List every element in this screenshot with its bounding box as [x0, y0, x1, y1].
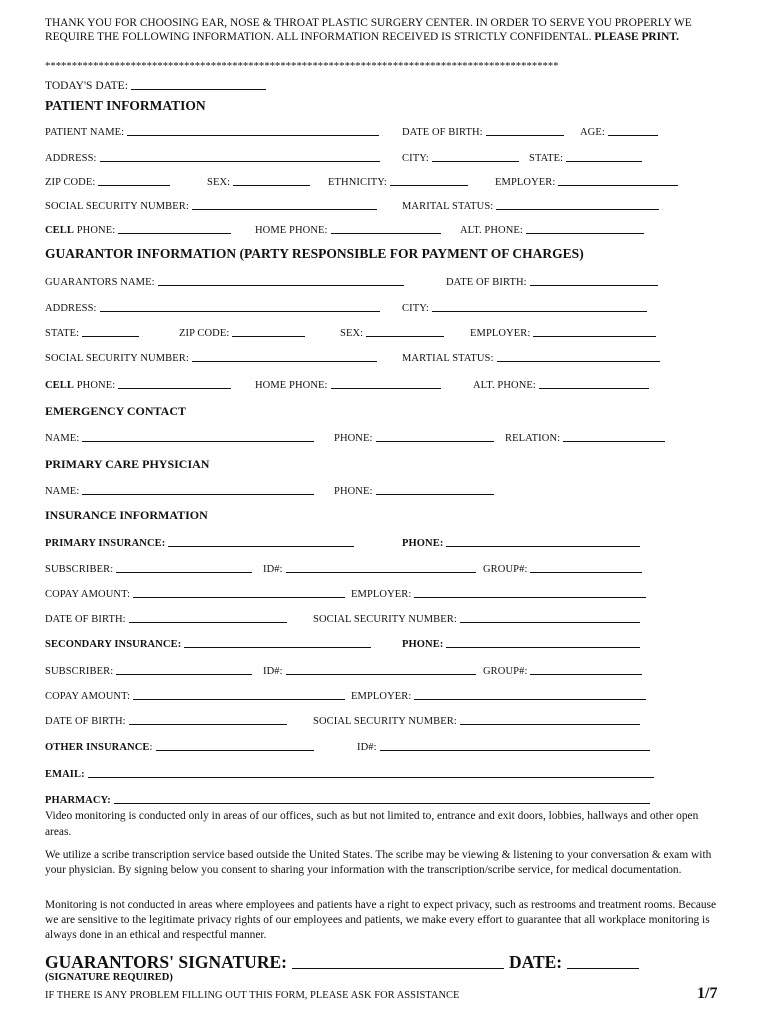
patient-cell-input[interactable] — [118, 221, 231, 234]
patient-ethnicity-input[interactable] — [390, 173, 468, 186]
physician-phone-label: PHONE: — [334, 486, 373, 497]
primary-subscriber-label: SUBSCRIBER: — [45, 564, 114, 575]
guarantor-marital-label: MARTIAL STATUS: — [402, 353, 494, 364]
primary-dob-label: DATE OF BIRTH: — [45, 614, 126, 625]
guarantor-marital-input[interactable] — [497, 349, 660, 362]
primary-dob-input[interactable] — [129, 610, 287, 623]
patient-ssn-label: SOCIAL SECURITY NUMBER: — [45, 201, 189, 212]
emergency-relation-label: RELATION: — [505, 433, 561, 444]
secondary-insurance-input[interactable] — [184, 635, 371, 648]
signature-line[interactable] — [292, 967, 504, 969]
primary-phone-input[interactable] — [446, 534, 640, 547]
patient-state-label: STATE: — [529, 153, 564, 164]
patient-dob-label: DATE OF BIRTH: — [402, 127, 483, 138]
patient-home-phone-label: HOME PHONE: — [255, 225, 328, 236]
guarantor-state-label: STATE: — [45, 328, 80, 339]
physician-phone-input[interactable] — [376, 482, 494, 495]
signature-required-note: (SIGNATURE REQUIRED) — [45, 972, 173, 983]
guarantor-home-phone-input[interactable] — [331, 376, 441, 389]
secondary-id-input[interactable] — [286, 662, 476, 675]
emergency-phone-label: PHONE: — [334, 433, 373, 444]
patient-employer-label: EMPLOYER: — [495, 177, 556, 188]
patient-employer-input[interactable] — [558, 173, 678, 186]
page-number: 1/7 — [697, 985, 718, 1002]
guarantor-address-label: ADDRESS: — [45, 303, 97, 314]
emergency-heading: EMERGENCY CONTACT — [45, 404, 187, 418]
primary-copay-label: COPAY AMOUNT: — [45, 589, 131, 600]
patient-heading: PATIENT INFORMATION — [45, 98, 206, 113]
primary-id-input[interactable] — [286, 560, 476, 573]
primary-subscriber-input[interactable] — [116, 560, 252, 573]
guarantor-dob-input[interactable] — [530, 273, 658, 286]
other-insurance-label: OTHER INSURANCE: — [45, 742, 153, 753]
todays-date-input[interactable] — [131, 77, 266, 90]
patient-city-label: CITY: — [402, 153, 429, 164]
guarantor-city-input[interactable] — [432, 299, 647, 312]
patient-name-input[interactable] — [127, 123, 379, 136]
primary-group-label: GROUP#: — [483, 564, 528, 575]
monitoring-notice: Monitoring is not conducted in areas where employees and patients have a right to expect privacy, such as restrooms and treatment rooms. Because we are sensitive to the legitimate privacy rights of our employees and patients, we make every effort to guarantee that all workplace monitoring is always done in an ethical and respectful manner. — [45, 899, 717, 941]
secondary-dob-input[interactable] — [129, 712, 287, 725]
patient-zip-label: ZIP CODE: — [45, 177, 96, 188]
primary-insurance-input[interactable] — [168, 534, 354, 547]
other-insurance-input[interactable] — [156, 738, 314, 751]
patient-ethnicity-label: ETHNICITY: — [328, 177, 387, 188]
patient-state-input[interactable] — [566, 149, 642, 162]
patient-ssn-input[interactable] — [192, 197, 377, 210]
guarantor-ssn-input[interactable] — [192, 349, 377, 362]
emergency-phone-input[interactable] — [376, 429, 494, 442]
patient-cell-label: CELL PHONE: — [45, 225, 116, 236]
guarantor-alt-phone-label: ALT. PHONE: — [473, 380, 536, 391]
guarantor-zip-label: ZIP CODE: — [179, 328, 230, 339]
patient-alt-phone-input[interactable] — [526, 221, 644, 234]
guarantor-alt-phone-input[interactable] — [539, 376, 649, 389]
insurance-heading: INSURANCE INFORMATION — [45, 508, 208, 522]
primary-phone-label: PHONE: — [402, 538, 444, 549]
footer-note: IF THERE IS ANY PROBLEM FILLING OUT THIS FORM, PLEASE ASK FOR ASSISTANCE — [45, 990, 460, 1001]
pharmacy-input[interactable] — [114, 791, 650, 804]
patient-sex-input[interactable] — [233, 173, 310, 186]
patient-home-phone-input[interactable] — [331, 221, 441, 234]
secondary-dob-label: DATE OF BIRTH: — [45, 716, 126, 727]
email-label: EMAIL: — [45, 769, 85, 780]
guarantor-address-input[interactable] — [100, 299, 380, 312]
signature-date-label: DATE: — [508, 952, 563, 972]
guarantor-sex-label: SEX: — [340, 328, 364, 339]
intro-text: THANK YOU FOR CHOOSING EAR, NOSE & THROAT PLASTIC SURGERY CENTER. IN ORDER TO SERVE YOU PROPERLY WE REQUIRE THE FOLLOWING INFORMATION. ALL INFORMATION RECEIVED IS STRICTLY CONFIDENTAL. PLEASE PRINT. — [45, 17, 692, 43]
signature-row — [45, 952, 644, 973]
primary-id-label: ID#: — [263, 564, 283, 575]
scribe-notice: We utilize a scribe transcription service based outside the United States. The scribe may be viewing & listening to your conversation & exam with your physician. By signing below you consent to sharing your information with the transcription/scribe service, for medical documentation. — [45, 849, 712, 876]
pharmacy-label: PHARMACY: — [45, 795, 111, 806]
patient-zip-input[interactable] — [98, 173, 170, 186]
guarantor-name-input[interactable] — [158, 273, 404, 286]
patient-name-label: PATIENT NAME: — [45, 127, 125, 138]
guarantor-heading: GUARANTOR INFORMATION (PARTY RESPONSIBLE FOR PAYMENT OF CHARGES) — [45, 246, 584, 261]
patient-age-input[interactable] — [608, 123, 658, 136]
guarantor-zip-input[interactable] — [232, 324, 305, 337]
secondary-phone-input[interactable] — [446, 635, 640, 648]
emergency-name-label: NAME: — [45, 433, 80, 444]
other-id-input[interactable] — [380, 738, 650, 751]
primary-employer-input[interactable] — [414, 585, 646, 598]
guarantor-city-label: CITY: — [402, 303, 429, 314]
secondary-id-label: ID#: — [263, 666, 283, 677]
secondary-group-input[interactable] — [530, 662, 642, 675]
email-input[interactable] — [88, 765, 654, 778]
primary-insurance-label: PRIMARY INSURANCE: — [45, 538, 166, 549]
signature-label: GUARANTORS' SIGNATURE: — [45, 952, 287, 972]
patient-dob-input[interactable] — [486, 123, 564, 136]
primary-ssn-input[interactable] — [460, 610, 640, 623]
please-print: PLEASE PRINT — [594, 30, 677, 43]
emergency-relation-input[interactable] — [563, 429, 665, 442]
primary-group-input[interactable] — [530, 560, 642, 573]
secondary-employer-input[interactable] — [414, 687, 646, 700]
guarantor-sex-input[interactable] — [366, 324, 444, 337]
guarantor-home-phone-label: HOME PHONE: — [255, 380, 328, 391]
todays-date-row — [45, 77, 266, 92]
guarantor-state-input[interactable] — [82, 324, 139, 337]
guarantor-name-label: GUARANTORS NAME: — [45, 277, 155, 288]
other-id-label: ID#: — [357, 742, 377, 753]
physician-name-label: NAME: — [45, 486, 80, 497]
emergency-name-input[interactable] — [82, 429, 314, 442]
todays-date-label: TODAY'S DATE: — [45, 80, 128, 92]
primary-ssn-label: SOCIAL SECURITY NUMBER: — [313, 614, 457, 625]
physician-heading: PRIMARY CARE PHYSICIAN — [45, 457, 210, 471]
primary-copay-input[interactable] — [133, 585, 345, 598]
patient-sex-label: SEX: — [207, 177, 231, 188]
patient-marital-label: MARITAL STATUS: — [402, 201, 494, 212]
physician-name-input[interactable] — [82, 482, 314, 495]
guarantor-employer-input[interactable] — [533, 324, 656, 337]
patient-city-input[interactable] — [432, 149, 519, 162]
patient-alt-phone-label: ALT. PHONE: — [460, 225, 523, 236]
separator-stars: ************************************************************************************************ — [45, 61, 559, 72]
patient-marital-input[interactable] — [496, 197, 659, 210]
guarantor-cell-input[interactable] — [118, 376, 231, 389]
patient-address-input[interactable] — [100, 149, 380, 162]
guarantor-dob-label: DATE OF BIRTH: — [446, 277, 527, 288]
secondary-copay-input[interactable] — [133, 687, 345, 700]
secondary-ssn-input[interactable] — [460, 712, 640, 725]
patient-age-label: AGE: — [580, 127, 605, 138]
secondary-copay-label: COPAY AMOUNT: — [45, 691, 131, 702]
secondary-employer-label: EMPLOYER: — [351, 691, 412, 702]
guarantor-cell-label: CELL PHONE: — [45, 380, 116, 391]
secondary-insurance-label: SECONDARY INSURANCE: — [45, 639, 182, 650]
guarantor-ssn-label: SOCIAL SECURITY NUMBER: — [45, 353, 189, 364]
patient-address-label: ADDRESS: — [45, 153, 97, 164]
secondary-ssn-label: SOCIAL SECURITY NUMBER: — [313, 716, 457, 727]
secondary-group-label: GROUP#: — [483, 666, 528, 677]
secondary-phone-label: PHONE: — [402, 639, 444, 650]
secondary-subscriber-input[interactable] — [116, 662, 252, 675]
video-monitoring-notice: Video monitoring is conducted only in areas of our offices, such as but not limited to, entrance and exit doors, lobbies, hallways and other open areas. — [45, 810, 699, 838]
secondary-subscriber-label: SUBSCRIBER: — [45, 666, 114, 677]
guarantor-employer-label: EMPLOYER: — [470, 328, 531, 339]
signature-date-line[interactable] — [567, 967, 639, 969]
primary-employer-label: EMPLOYER: — [351, 589, 412, 600]
